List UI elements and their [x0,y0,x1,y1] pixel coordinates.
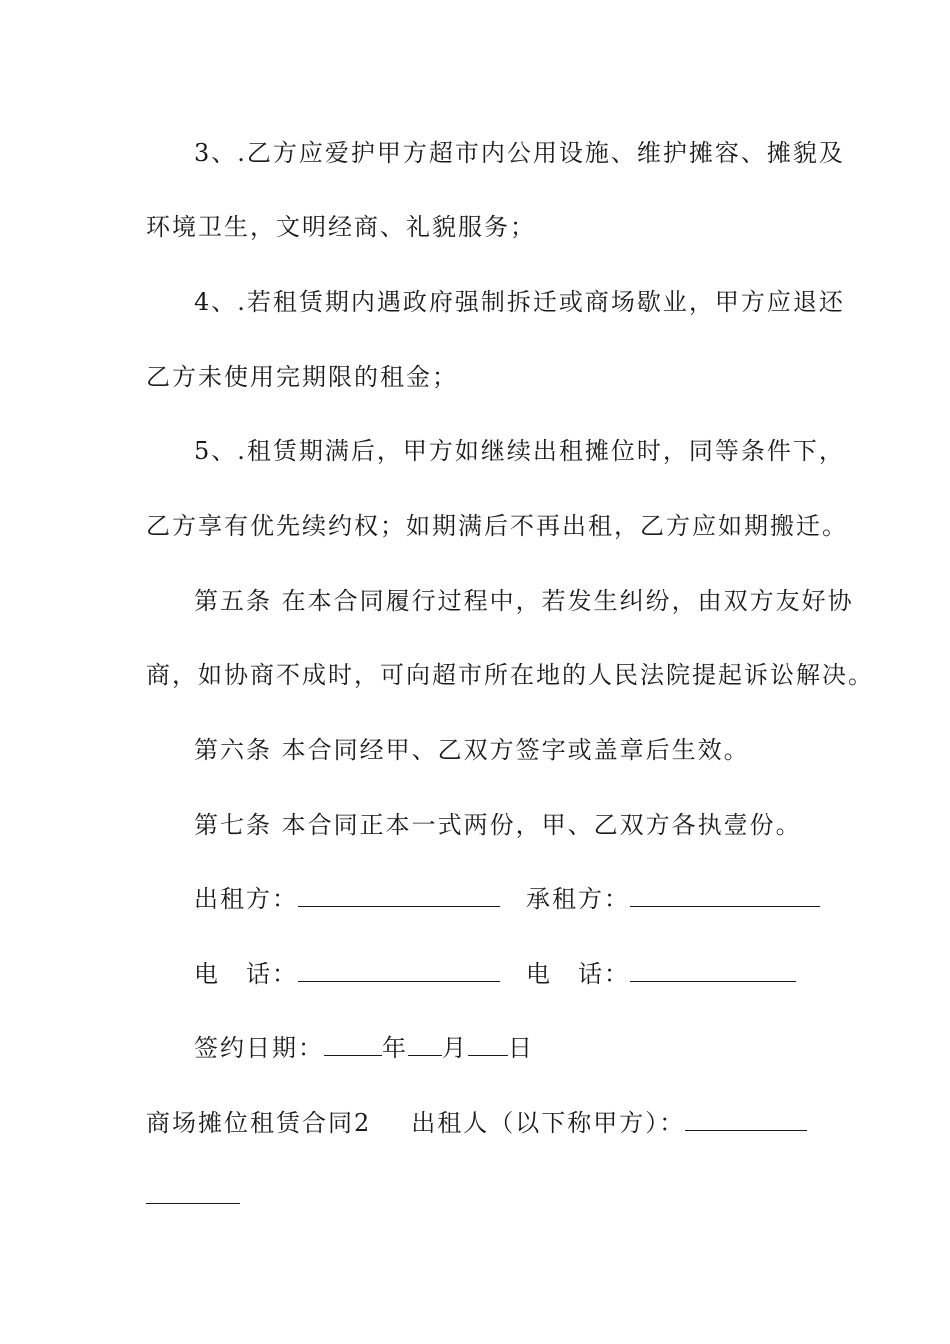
clause-3-line-2: 环境卫生，文明经商、礼貌服务； [146,213,536,241]
article-5-line-1: 第五条 在本合同履行过程中，若发生纠纷，由双方友好协 [194,587,854,615]
lessor-intro-label: 出租人（以下称甲方）： [411,1109,686,1137]
clause-4-line-2: 乙方未使用完期限的租金； [146,363,458,391]
article-7: 第七条 本合同正本一式两份，甲、乙双方各执壹份。 [194,811,802,839]
day-label: 日 [508,1034,534,1062]
lessor-label: 出租方： [194,885,298,913]
article-5-line-2: 商，如协商不成时，可向超市所在地的人民法院提起诉讼解决。 [146,661,874,689]
lessor-intro-blank-continued[interactable] [146,1203,240,1204]
clause-5-line-1: 5、.租赁期满后，甲方如继续出租摊位时，同等条件下， [194,437,845,465]
signature-row-parties [194,883,874,915]
lessee-blank[interactable] [630,884,820,907]
clause-3-line-1: 3、.乙方应爱护甲方超市内公用设施、维护摊容、摊貌及 [194,139,845,167]
clause-5-line-2: 乙方享有优先续约权；如期满后不再出租，乙方应如期搬迁。 [146,512,848,540]
signing-date-row [194,1032,874,1064]
clause-4-line-1: 4、.若租赁期内遇政府强制拆迁或商场歇业，甲方应退还 [194,288,845,316]
next-contract-row [146,1107,826,1139]
lessor-blank[interactable] [298,884,500,907]
phone-right-label: 电 话： [526,960,630,988]
phone-left-blank[interactable] [298,959,500,982]
month-label: 月 [442,1034,468,1062]
article-6: 第六条 本合同经甲、乙双方签字或盖章后生效。 [194,736,750,764]
date-label: 签约日期： [194,1034,324,1062]
signature-row-phones [194,958,874,990]
day-blank[interactable] [468,1033,508,1056]
phone-left-label: 电 话： [194,960,298,988]
phone-right-blank[interactable] [630,959,796,982]
year-label: 年 [382,1034,408,1062]
next-contract-title: 商场摊位租赁合同2 [146,1109,372,1137]
lessor-intro-blank[interactable] [685,1108,807,1131]
month-blank[interactable] [408,1033,442,1056]
lessee-label: 承租方： [526,885,630,913]
year-blank[interactable] [324,1033,382,1056]
